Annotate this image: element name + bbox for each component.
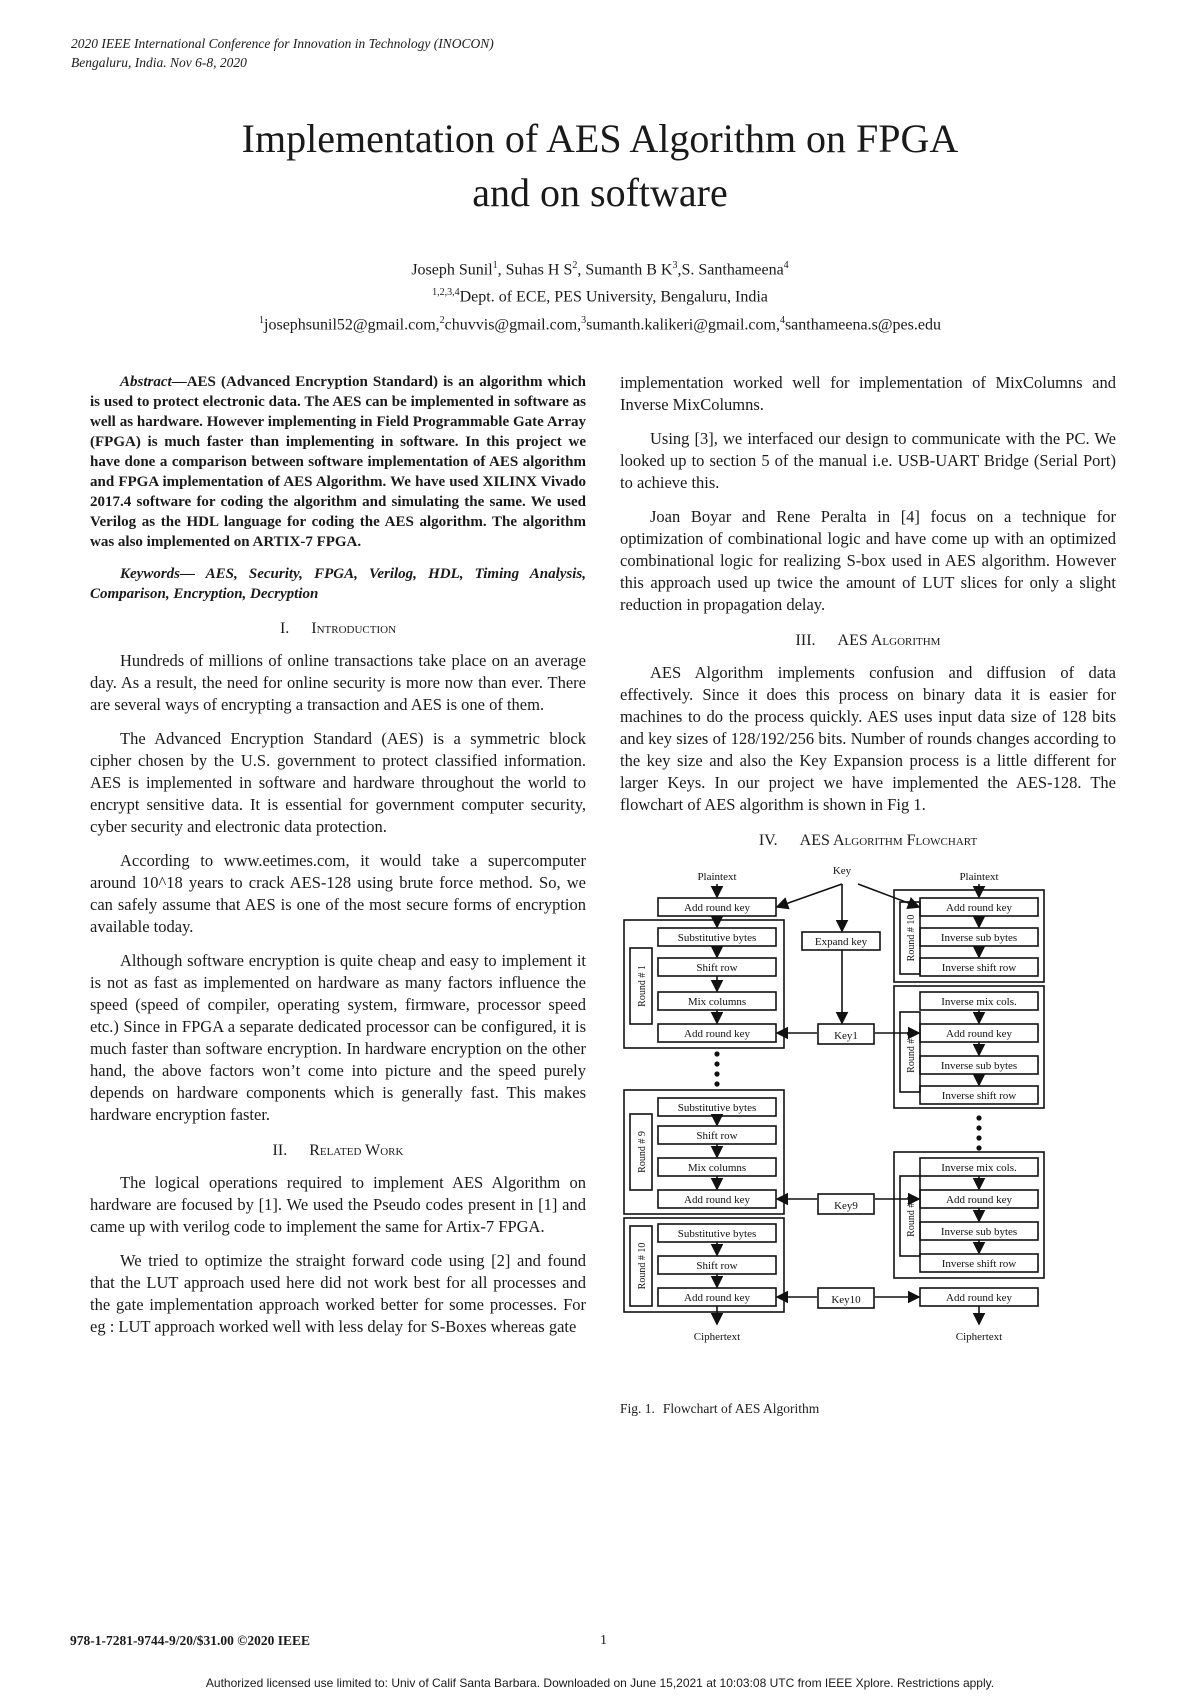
paragraph: Joan Boyar and Rene Peralta in [4] focus on a technique for optimization of combinational logic and have come up with an optimized combinational logic for realizing S-box used in AES algorithm. However this approach used up twice the amount of LUT slices for only a slight reduction in propagation delay. [620,507,1116,614]
box-label: Add round key [684,1194,750,1206]
box-label: Add round key [684,902,750,914]
aes-flowchart [620,862,1120,1392]
key-label: Key [832,865,852,877]
box-label: Add round key [684,1028,750,1040]
box-label: Inverse mix cols. [941,1162,1017,1174]
affiliation-text: Dept. of ECE, PES University, Bengaluru, India [459,288,768,306]
author-name: ,S. Santhameena [677,261,784,279]
box-label: Add round key [684,1292,750,1304]
paragraph: We tried to optimize the straight forward code using [2] and found that the LUT approach used here did not work best for all processes and the gate implementation approach worked better for some processes. For eg : LUT approach worked well with less delay for S-Boxes whereas gate [90,1251,586,1336]
box-label: Shift row [696,1130,738,1142]
left-column [90,372,586,1350]
round-label: Round # 10 [906,914,917,962]
box-label: Inverse shift row [941,1090,1017,1102]
paragraph: Hundreds of millions of online transactions take place on an average day. As a result, the need for online security is more now than ever. There are several ways of encrypting a transaction and AES is one of them. [90,651,586,714]
box-label: Inverse sub bytes [940,1226,1018,1238]
box-label: Add round key [946,902,1012,914]
author-sup: 2 [572,260,578,271]
abstract-text: —AES (Advanced Encryption Standard) is an algorithm which is used to protect electronic data. The AES can be implemented in software as well as hardware. However implementing in Field Programmable Gate Array (FPGA) is much faster than implementing in software. In this project we have done a comparison between software implementation of AES algorithm and FPGA implementation of AES Algorithm. We have used XILINX Vivado 2017.4 software for coding the algorithm and simulating the same. We used Verilog as the HDL language for coding the AES algorithm. The algorithm was also implemented on ARTIX-7 FPGA. [90,374,586,550]
email-link[interactable]: chuvvis@gmail.com, [444,315,582,333]
section-heading-introduction [90,618,586,640]
box-label: Substitutive bytes [677,932,757,944]
round-label: Round # 1 [906,1195,917,1237]
box-label: Expand key [814,936,868,948]
caption-label: Fig. 1. [620,1401,655,1416]
section-number: I. [279,620,290,637]
author-emails [0,309,1200,336]
author-name: , Suhas H S [497,261,573,279]
section-number: III. [795,632,816,649]
section-heading-related-work [90,1140,586,1162]
section-number: II. [272,1142,288,1159]
paragraph: The Advanced Encryption Standard (AES) is a symmetric block cipher chosen by the U.S. government to protect classified information. AES is implemented in software and hardware throughout the world to encrypt sensitive data. It is essential for government computer security, cyber security and electronic data protection. [90,729,586,836]
section-heading-flowchart [620,830,1116,852]
author-sup: 4 [783,260,789,271]
round-label: Round # 10 [637,1242,648,1290]
ciphertext-label: Ciphertext [693,1331,741,1343]
box-label: Inverse sub bytes [940,1060,1018,1072]
email-sup: 4 [779,314,785,326]
author-names [0,254,1200,281]
box-label: Key9 [834,1200,858,1212]
footer-isbn: 978-1-7281-9744-9/20/$31.00 ©2020 IEEE [70,1633,310,1648]
box-label: Shift row [696,962,738,974]
section-number: IV. [758,832,778,849]
box-label: Add round key [946,1194,1012,1206]
box-label: Add round key [946,1028,1012,1040]
aes-flowchart-figure [620,862,1116,1420]
round-label: Round # 5 [906,1031,917,1073]
figure-caption [620,1398,1116,1420]
box-label: Key1 [834,1030,858,1042]
page-number: 1 [600,1633,607,1648]
author-sup: 1 [492,260,498,271]
email-sup: 3 [581,314,587,326]
affiliation-sup: 1,2,3,4 [432,287,460,299]
author-name: Joseph Sunil [411,261,493,279]
box-label: Inverse mix cols. [941,996,1017,1008]
title-line-2: and on software [472,170,728,215]
email-sup: 1 [259,314,265,326]
box-label: Mix columns [687,996,747,1008]
box-label: Substitutive bytes [677,1228,757,1240]
section-title: AES Algorithm [837,632,941,649]
abstract-lead: Abstract [120,374,172,390]
conference-header [71,34,494,72]
author-name: , Sumanth B K [577,261,673,279]
box-label: Inverse sub bytes [940,932,1018,944]
paragraph: Using [3], we interfaced our design to communicate with the PC. We looked up to section 5 of the manual i.e. USB-UART Bridge (Serial Port) to achieve this. [620,429,1116,492]
paragraph: The logical operations required to implement AES Algorithm on hardware are focused by [1]. We used the Pseudo codes present in [1] and came up with verilog code to implement the same for Artix-7 FPGA. [90,1173,586,1236]
paragraph: AES Algorithm implements confusion and diffusion of data effectively. Since it does this process on binary data it is easier for machines to do the process quickly. AES uses input data size of 128 bits and key sizes of 128/192/256 bits. Number of rounds changes according to the key size and also the Key Expansion process is a little different for larger Keys. In our project we have implemented the AES-128. The flowchart of AES algorithm is shown in Fig 1. [620,663,1116,814]
author-block [0,254,1200,336]
box-label: Substitutive bytes [677,1102,757,1114]
keywords-lead: Keywords— [120,566,195,582]
affiliation [0,281,1200,308]
author-sup: 3 [672,260,678,271]
conference-location: Bengaluru, India. Nov 6-8, 2020 [71,55,247,70]
email-link[interactable]: sumanth.kalikeri@gmail.com, [586,315,780,333]
abstract [90,372,586,552]
right-column [620,372,1116,1420]
paper-title [0,112,1200,220]
box-label: Inverse shift row [941,1258,1017,1270]
box-label: Key10 [831,1294,861,1306]
section-title: Related Work [309,1142,404,1159]
ciphertext-label: Ciphertext [955,1331,1003,1343]
plaintext-label: Plaintext [959,871,999,883]
keywords [90,564,586,604]
section-title: AES Algorithm Flowchart [799,832,978,849]
license-notice: Authorized licensed use limited to: Univ of Calif Santa Barbara. Downloaded on June 15,2021 at 10:03:08 UTC from IEEE Xplore. Restrictions apply. [205,1676,995,1690]
caption-text: Flowchart of AES Algorithm [662,1401,820,1416]
box-label: Add round key [946,1292,1012,1304]
paragraph: According to www.eetimes.com, it would take a supercomputer around 10^18 years to crack AES-128 using brute force method. So, we can safely assume that AES is one of the most secure forms of encryption available today. [90,851,586,936]
section-heading-aes-algorithm [620,630,1116,652]
email-link[interactable]: josephsunil52@gmail.com, [264,315,440,333]
keywords-text: AES, Security, FPGA, Verilog, HDL, Timing Analysis, Comparison, Encryption, Decryption [90,566,586,602]
conference-name: 2020 IEEE International Conference for Innovation in Technology (INOCON) [71,36,494,51]
email-sup: 2 [439,314,445,326]
round-label: Round # 1 [637,965,648,1007]
paragraph: implementation worked well for implementation of MixColumns and Inverse MixColumns. [620,373,1116,414]
plaintext-label: Plaintext [697,871,737,883]
box-label: Mix columns [687,1162,747,1174]
section-title: Introduction [311,620,397,637]
box-label: Shift row [696,1260,738,1272]
paragraph: Although software encryption is quite cheap and easy to implement it is not as fast as implemented on hardware as many factors influence the speed (speed of compiler, operating system, firmware, processor speed etc.) Since in FPGA a separate dedicated processor can be configured, it is much faster than software encryption. In hardware encryption on the other hand, the above factors won’t come into picture and the speed purely depends on hardware components which is generally fast. This makes hardware encryption faster. [90,951,586,1124]
email-link[interactable]: santhameena.s@pes.edu [784,315,941,333]
title-line-1: Implementation of AES Algorithm on FPGA [241,116,959,161]
box-label: Inverse shift row [941,962,1017,974]
round-label: Round # 9 [637,1131,648,1173]
